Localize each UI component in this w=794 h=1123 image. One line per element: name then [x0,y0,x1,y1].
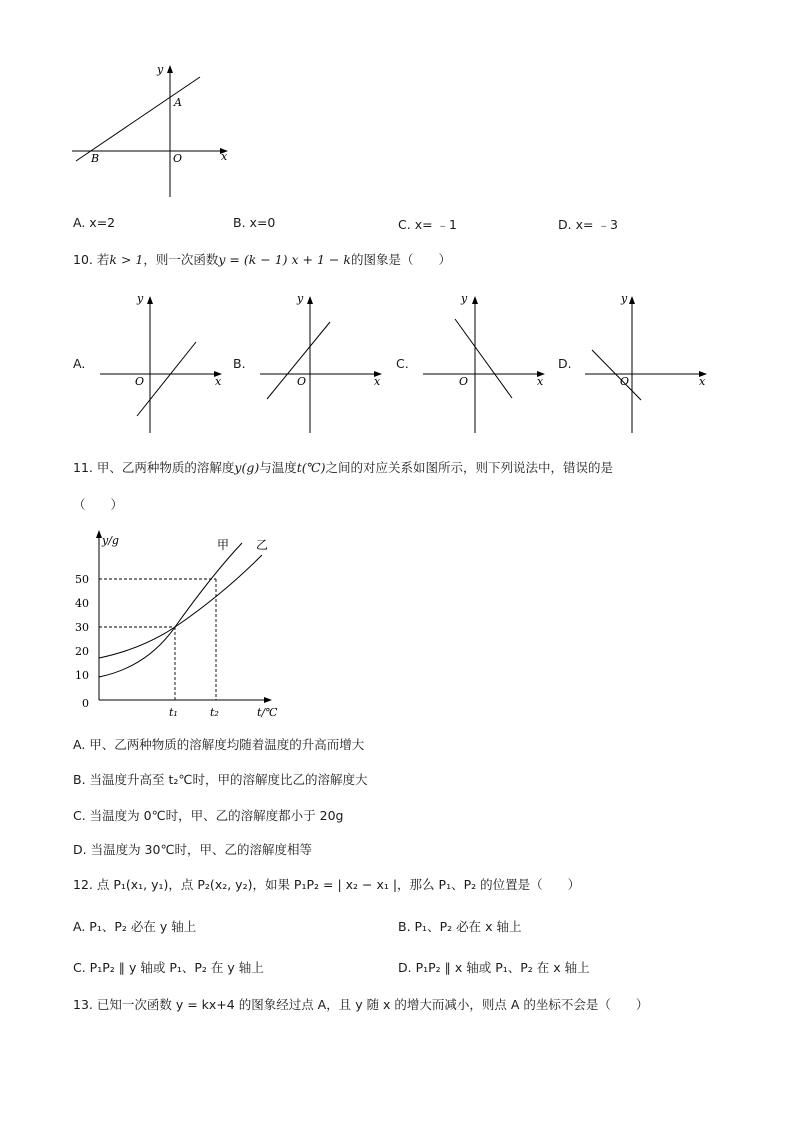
q11-option-d[interactable]: D. 当温度为 30℃时，甲、乙的溶解度相等 [73,842,312,857]
q11-stem: 11. 甲、乙两种物质的溶解度y(g)与温度t(℃)之间的对应关系如图所示，则下列说法中，错误的是 [73,460,614,475]
q10-stem: 10. 若k > 1，则一次函数y = (k − 1) x + 1 − k的图象是（ ） [73,252,451,267]
svg-text:x: x [537,375,544,388]
svg-text:t₂: t₂ [210,706,219,719]
q10-option-b-label[interactable]: B. [233,356,246,371]
q9-graph [60,55,240,205]
q9-option-d[interactable]: D. x= ﹣3 [558,217,618,232]
q10-graph-a[interactable] [95,288,235,438]
q10-d-line [592,350,641,400]
svg-text:y/g: y/g [102,534,119,547]
svg-text:乙: 乙 [256,538,269,552]
q9-label-x: x [221,150,228,163]
q11-option-b[interactable]: B. 当温度升高至 t₂℃时，甲的溶解度比乙的溶解度大 [73,772,368,787]
svg-text:10: 10 [75,669,89,682]
q9-option-b[interactable]: B. x=0 [233,215,276,230]
svg-text:50: 50 [75,573,89,586]
svg-text:t/℃: t/℃ [257,706,278,719]
svg-text:x: x [699,375,706,388]
svg-text:x: x [374,375,381,388]
svg-text:20: 20 [75,645,89,658]
svg-text:x: x [215,375,222,388]
svg-text:40: 40 [75,597,89,610]
svg-text:O: O [459,375,469,388]
svg-text:y: y [137,292,144,305]
q9-label-B: B [91,152,100,165]
svg-text:O: O [297,375,307,388]
q12-option-d[interactable]: D. P₁P₂ ∥ x 轴或 P₁、P₂ 在 x 轴上 [398,960,590,975]
q13-stem: 13. 已知一次函数 y = kx+4 的图象经过点 A，且 y 随 x 的增大而减小，则点 A 的坐标不会是（ ） [73,997,649,1012]
svg-text:y: y [461,292,468,305]
q11-option-c[interactable]: C. 当温度为 0℃时，甲、乙的溶解度都小于 20g [73,808,344,823]
q11-chart [62,525,292,725]
q9-y-arrow [167,65,173,73]
q12-option-a[interactable]: A. P₁、P₂ 必在 y 轴上 [73,919,197,934]
q11-option-a[interactable]: A. 甲、乙两种物质的溶解度均随着温度的升高而增大 [73,737,365,752]
q9-option-c[interactable]: C. x= ﹣1 [398,217,457,232]
q9-label-y: y [157,63,164,76]
q12-stem: 12. 点 P₁(x₁, y₁)，点 P₂(x₂, y₂)，如果 P₁P₂ = | x₂ − x₁ |，那么 P₁、P₂ 的位置是（ ） [73,877,581,892]
q11-curve-yi [99,555,262,658]
q10-a-line [137,342,196,416]
q11-curve-jia [99,543,242,677]
q10-option-d-label[interactable]: D. [558,356,572,371]
q10-option-c-label[interactable]: C. [396,356,409,371]
svg-text:y: y [297,292,304,305]
q12-option-c[interactable]: C. P₁P₂ ∥ y 轴或 P₁、P₂ 在 y 轴上 [73,960,264,975]
q10-graph-b[interactable] [255,288,395,438]
q9-label-A: A [174,96,182,109]
svg-text:t₁: t₁ [169,706,178,719]
q12-option-b[interactable]: B. P₁、P₂ 必在 x 轴上 [398,919,522,934]
svg-text:O: O [620,375,630,388]
q10-option-a-label[interactable]: A. [73,356,86,371]
svg-text:甲: 甲 [217,538,230,552]
q10-graph-c[interactable] [418,288,558,438]
q10-graph-d[interactable] [580,288,720,438]
q9-label-O: O [173,152,183,165]
svg-text:y: y [621,292,628,305]
svg-text:0: 0 [82,697,89,710]
svg-text:30: 30 [75,621,89,634]
svg-text:O: O [135,375,145,388]
q11-paren: （ ） [73,497,124,512]
q9-line [76,77,200,161]
q9-option-a[interactable]: A. x=2 [73,215,116,230]
